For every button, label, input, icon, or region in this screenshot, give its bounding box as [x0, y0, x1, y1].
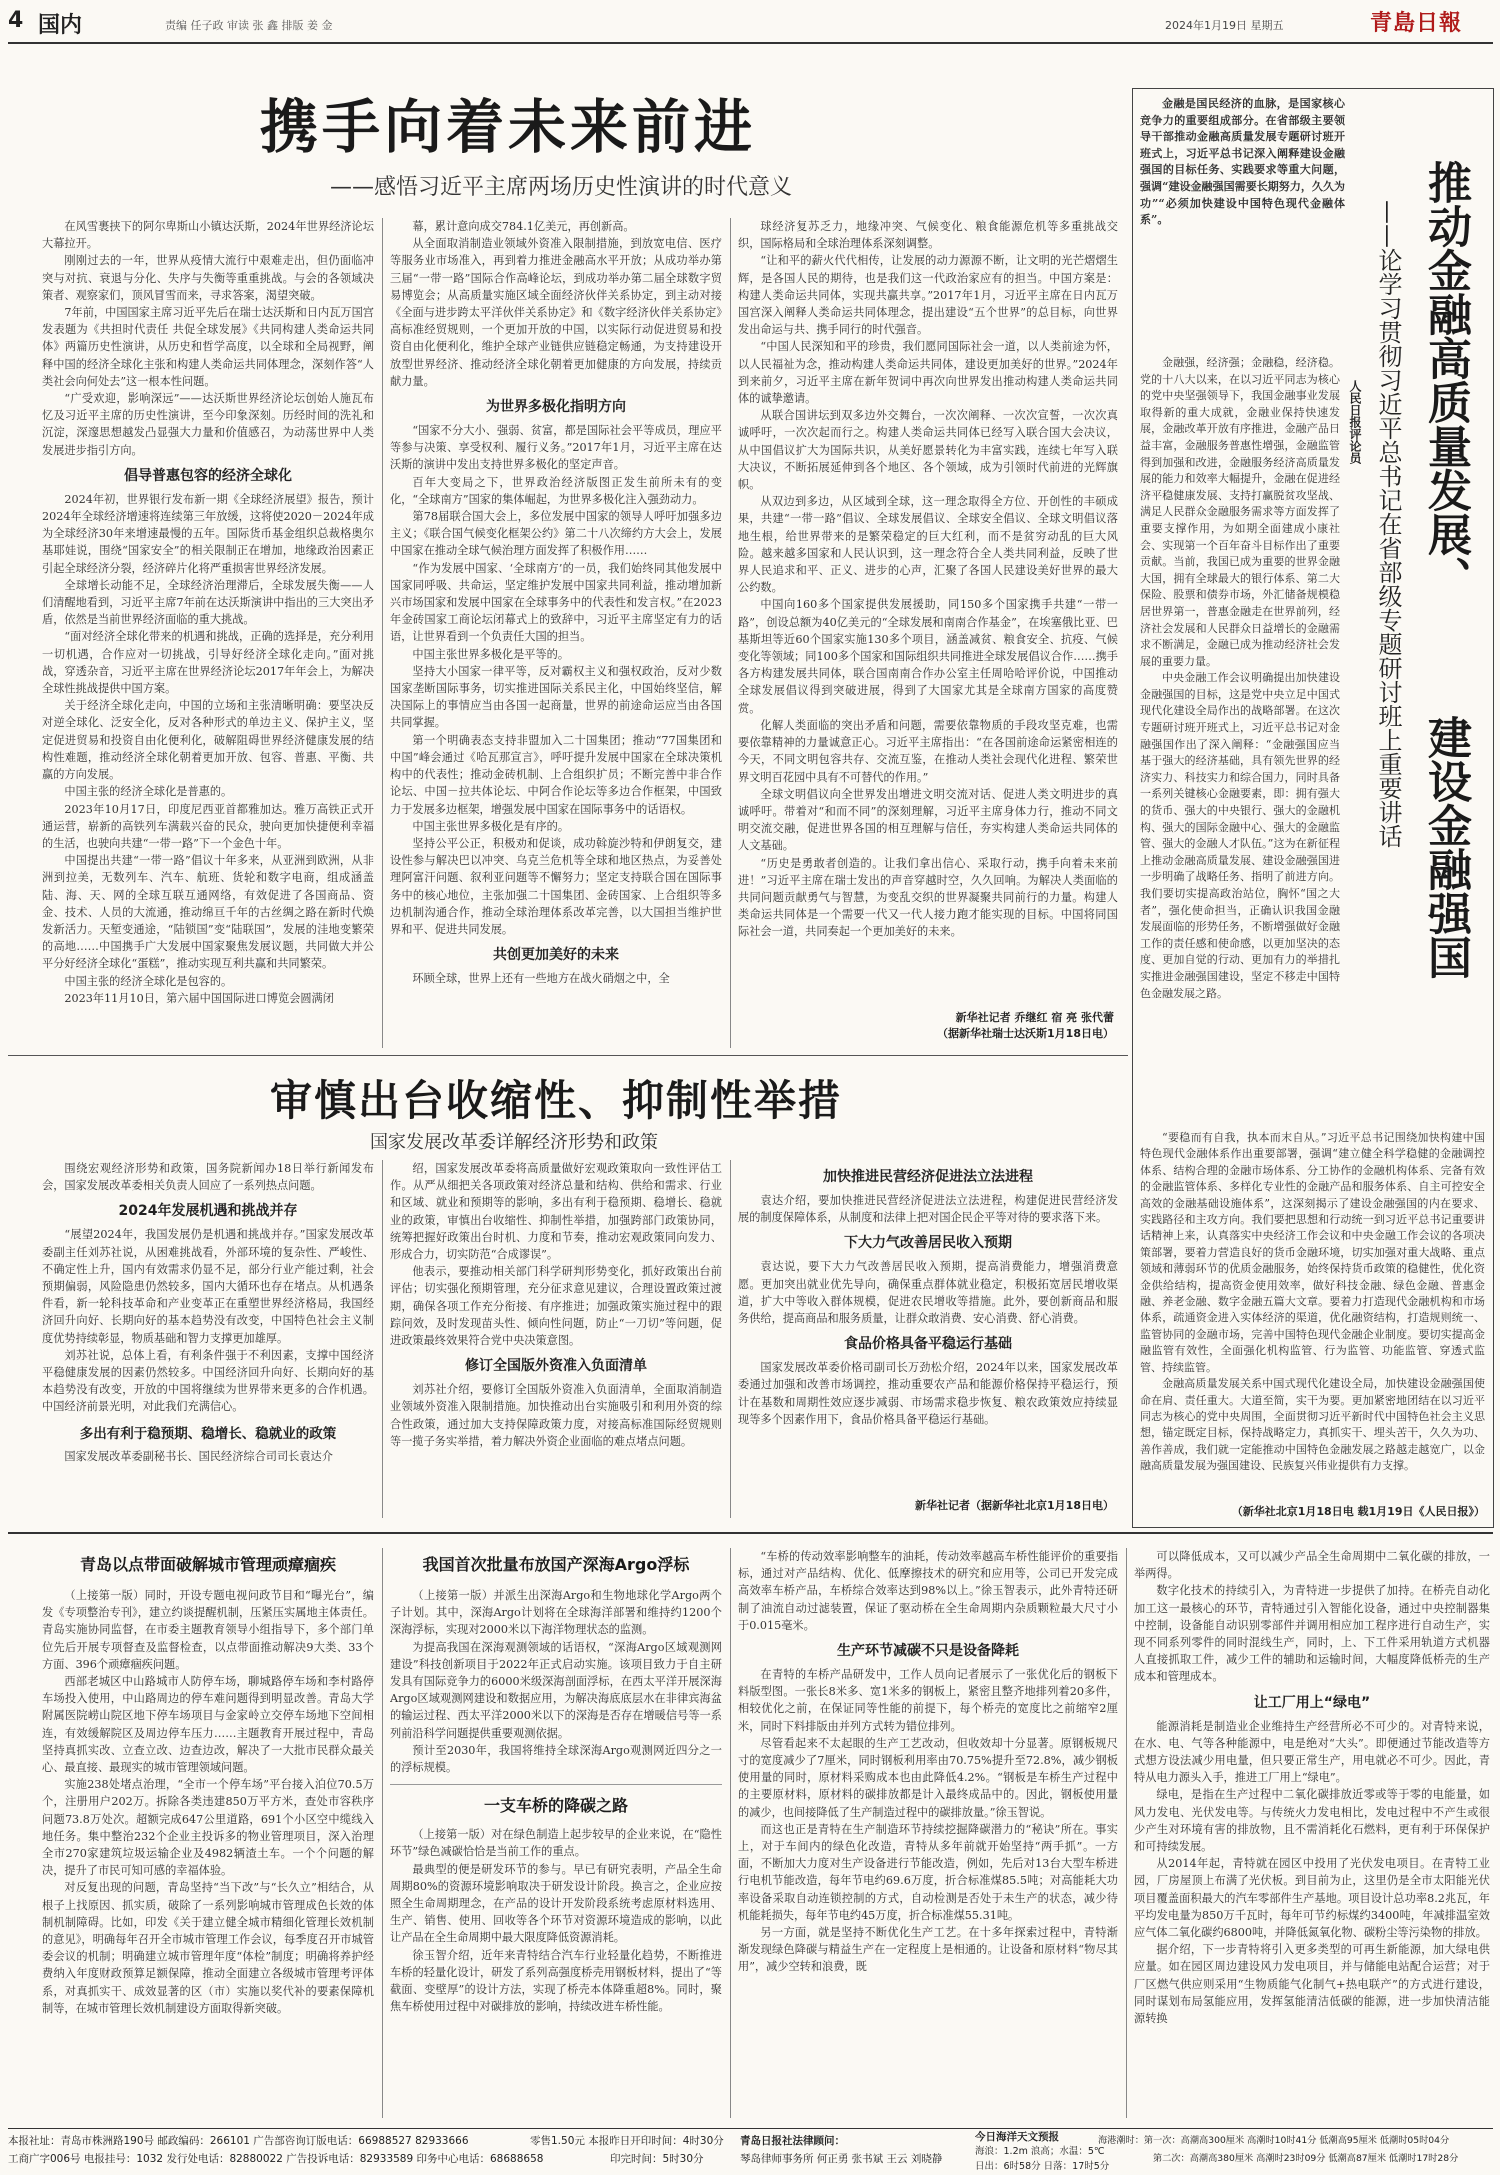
bottom-section-rule: [8, 1532, 1493, 1534]
column-divider: [382, 1548, 383, 2118]
footer-sun-info: 日出：6时58分 日落：17时5分: [975, 2161, 1110, 2172]
story1-column-2: [390, 218, 722, 1048]
masthead-rule: [8, 42, 1493, 44]
paragraph: （上接第一版）同时，开设专题电视问政节目和“曝光台”，编发《专项整治专刊》，建立约谈提醒机制，压紧压实属地主体责任。青岛实施协同监督，在市委主题教育领导小组指导下，多个部门单位先后开展专项督查及监督检查，以点带面推动解决9大类、33个方面、396个顽瘴痼疾问题。: [42, 1589, 374, 1671]
paragraph: 尽管看起来不太起眼的生产工艺改动，但收效却十分显著。原钢板规尺寸的宽度减少了7厘米，同时钢板利用率由70.75%提升至72.8%，减少钢板使用量的同时，原材料采购成本也由此降低4.2%。“钢板是车桥生产过程中的主要原材料，原材料的碳排放都是计入最终成品中的。因此，钢板使用量的减少，也间接降低了生产制造过程中的碳排放量。”徐玉智说。: [738, 1736, 1118, 1819]
story1-column-1: [42, 218, 374, 1048]
paragraph: “要稳而有自我，执本而末自从。”习近平总书记围绕加快构建中国特色现代金融体系作出重要部署，强调“建立健全科学稳健的金融调控体系、结构合理的金融市场体系、分工协作的金融机构体系、完备有效的金融监管体系、多样化专业性的金融产品和服务体系、自主可控安全高效的金融基础设施体系”，这深刻揭示了建设金融强国的内在要求、实践路径和主攻方向。我们要把思想和行动统一到习近平总书记重要讲话精神上来，认真落实中央经济工作会议和中央金融工作会议的各项决策部署，要着力营造良好的货币金融环境，切实加强对重大战略、重点领域和薄弱环节的优质金融服务，始终保持货币政策的稳健性，优化资金供给结构，提高资金使用效率，做好科技金融、绿色金融、普惠金融、养老金融、数字金融五篇大文章。要着力打造现代金融机构和市场体系，疏通资金进入实体经济的渠道，优化融资结构，打造规则统一、监管协同的金融市场，完善中国特色现代金融企业制度。要切实提高金融监管有效性，全面强化机构监管、行为监管、功能监管、穿透式监管、持续监管。: [1140, 1131, 1485, 1374]
paragraph: 化解人类面临的突出矛盾和问题，需要依靠物质的手段攻坚克难，也需要依靠精神的力量诚意正心。习近平主席指出：“在各国前途命运紧密相连的今天，不同文明包容共存、交流互鉴，在推动人类社会现代化进程、繁荣世界文明百花园中具有不可替代的作用。”: [738, 718, 1118, 784]
subheading: 下大力气改善居民收入预期: [844, 1235, 1012, 1252]
paragraph: 最典型的便是研发环节的参与。早已有研究表明，产品全生命周期80%的资源环境影响取决于研发设计阶段。换言之，企业应按照全生命周期理念，在产品的设计开发阶段系统考虑原材料选用、生产、销售、使用、回收等各个环节对资源环境造成的影响，以此让产品在全生命周期中最大限度降低资源消耗。: [390, 1862, 722, 1945]
footer-tide-2: 第二次：高潮高380厘米 高潮时23时09分 低潮高87厘米 低潮时17时28分: [1153, 2153, 1459, 2164]
paragraph: （上接第一版）对在绿色制造上起步较早的企业来说，在“隐性环节”绿色减碳恰恰是当前工作的重点。: [390, 1828, 722, 1859]
paragraph: 据介绍，下一步青特将引入更多类型的可再生新能源，加大绿电供应量。如在园区周边建设风力发电项目，并与储能电站配合运营；对于厂区燃气供应则采用“生物质能气化制气+热电联产”的方式进行建设，同时谋划布局氢能应用，发挥氢能清洁低碳的能源，进一步加快清洁能源转换: [1134, 1943, 1490, 2026]
paragraph: 关于经济全球化走向，中国的立场和主张清晰明确：要坚决反对逆全球化、泛安全化，反对各种形式的单边主义、保护主义，坚定促进贸易和投资自由化便利化，破解阻碍世界经济健康发展的结构性难题，推动经济全球化朝着更加开放、包容、普惠、平衡、共赢的方向发展。: [42, 699, 374, 782]
paragraph: 刚刚过去的一年，世界从疫情大流行中艰难走出，但仍面临冲突与对抗、衰退与分化、失序与失衡等重重挑战。与会的各领域决策者、观察家们，顶风冒雪而来，寻求答案，渴望突破。: [42, 254, 374, 302]
paragraph: 幕，累计意向成交784.1亿美元，再创新高。: [412, 220, 635, 233]
subheading: 为世界多极化指明方向: [486, 399, 626, 416]
paragraph: 实施238处堵点治理，“全市一个停车场”平台接入泊位70.5万个，注册用户202万。拆除各类违建850万平方米，查处市容秩序问题73.8万处次。超额完成647公里道路，691个小区空中缆线入地任务。集中整治232个企业主投诉多的物业管理项目，深入治理全市270家建筑垃圾运输企业及4982辆渣土车。一个个问题的解决，提升了市民可知可感的幸福体验。: [42, 1778, 374, 1878]
column-divider: [730, 218, 731, 1048]
paragraph: 百年大变局之下，世界政治经济版图正发生前所未有的变化，“全球南方”国家的集体崛起，为世界多极化注入强劲动力。: [390, 475, 722, 506]
story2-column-3: [738, 1160, 1118, 1495]
paragraph: 预计至2030年，我国将维持全球深海Argo观测网近四分之一的浮标规模。: [390, 1743, 722, 1775]
footer-legal-title: 青岛日报社法律顾问：: [740, 2135, 845, 2147]
footer-address: 本报社址：青岛市株洲路190号 邮政编码：266101 广告部咨询订版电话：66988527 82933666: [8, 2135, 469, 2147]
paper-logo: 青島日報: [1370, 10, 1463, 36]
paragraph: 国家发展改革委价格司副司长万劲松介绍，2024年以来，国家发展改革委通过加强和改善市场调控，推动重要农产品和能源价格保持平稳运行，预计在基数和周期性效应逐步减弱、市场需求稳步恢复、粮农政策效应持续显现等多个因素作用下，食品价格具备平稳运行基础。: [738, 1361, 1118, 1426]
editors-line: 责编 任子政 审读 张 鑫 排版 姜 金: [165, 19, 333, 32]
paragraph: 金融是国民经济的血脉，是国家核心竞争力的重要组成部分。在省部级主要领导干部推动金融高质量发展专题研讨班开班式上，习近平总书记深入阐释建设金融强国的目标任务、实践要求等重大问题，强调“建设金融强国需要长期努力，久久为功”“必须加快建设中国特色现代金融体系”。: [1140, 97, 1345, 227]
footer-tide-1: 海港潮时：第一次：高潮高300厘米 高潮时10时41分 低潮高95厘米 低潮时05时04分: [1098, 2135, 1450, 2146]
paragraph: “作为发展中国家、‘全球南方’的一员，我们始终同其他发展中国家同呼吸、共命运，坚定维护发展中国家共同利益，推动增加新兴市场国家和发展中国家在全球事务中的代表性和发言权。”在2023年金砖国家工商论坛闭幕式上的致辞中，习近平主席坚定有力的话语，让世界看到一个负责任大国的担当。: [390, 561, 722, 644]
bottom-story-1-title: 青岛以点带面破解城市管理顽瘴痼疾: [79, 1555, 336, 1574]
paragraph: 球经济复苏乏力，地缘冲突、气候变化、粮食能源危机等多重挑战交织，国际格局和全球治理体系深刻调整。: [738, 220, 1118, 251]
subheading: 让工厂用上“绿电”: [1253, 1694, 1371, 1711]
byline-source: （新华社北京1月18日电 载1月19日《人民日报》）: [1231, 1505, 1485, 1518]
commentary-subtitle: ——论学习贯彻习近平总书记在省部级专题研讨班上重要讲话: [1374, 200, 1402, 848]
column-divider: [730, 1160, 731, 1518]
bottom-story-1: [42, 1548, 374, 2118]
paragraph: “展望2024年，我国发展仍是机遇和挑战并存。”国家发展改革委副主任刘苏社说，从困难挑战看，外部环境的复杂性、严峻性、不确定性上升，国内有效需求仍显不足，部分行业产能过剩，社会预期偏弱，风险隐患仍然较多，国内大循环也存在堵点。从机遇条件看，新一轮科技革命和产业变革正在重塑世界经济格局，我国经济回升向好、长期向好的基本趋势没有改变，中国特色社会主义制度优势持续彰显，物质基础和智力支撑更加雄厚。: [42, 1228, 374, 1345]
paragraph: 西部老城区中山路城市人防停车场，聊城路停车场和李村路停车场投入使用，中山路周边的停车难问题得到明显改善。青岛大学附属医院崂山院区地下停车场项目与金家岭立交停车场地下空间相连，有效缓解院区及周边停车压力……主题教育开展过程中，青岛坚持真抓实改、立查立改、边查边改，解决了一大批市民群众最关心、最直接、最现实的城市管理领域问题。: [42, 1675, 374, 1775]
paragraph: 刘苏社介绍，要修订全国版外资准入负面清单，全面取消制造业领域外资准入限制措施。加快推动出台实施吸引和利用外资的综合性政策，通过加大支持保障政策力度，对接高标准国际经贸规则等一揽子务实举措，着力解决外资企业面临的难点堵点问题。: [390, 1383, 722, 1448]
story1-column-3: [738, 218, 1118, 1008]
bottom-story-3-title: 一支车桥的降碳之路: [483, 1796, 628, 1816]
paragraph: 第78届联合国大会上，多位发展中国家的领导人呼吁加强多边主义；《联合国气候变化框架公约》第二十八次缔约方大会上，发展中国家在推动全球气候治理方面发挥了积极作用……: [390, 510, 722, 558]
story1-byline: [738, 1010, 1114, 1042]
byline-author: 新华社记者 乔继红 宿 亮 张代蕾: [955, 1011, 1114, 1024]
paragraph: 中国提出共建“一带一路”倡议十年多来，从亚洲到欧洲，从非洲到拉美，无数列车、汽车、航班、货轮和数字电商，组成涵盖陆、海、天、网的全球互联互通网络，有效促进了各国商品、资金、技术、人员的大流通，推动绵亘千年的古丝绸之路在新时代焕发新活力。天堑变通途，“陆锁国”变“陆联国”，发展的洼地变繁荣的高地……中国携手广大发展中国家聚焦发展议题，共同做大并公平分好经济全球化“蛋糕”，推动实现互利共赢和共同繁荣。: [42, 854, 374, 971]
paragraph: 全球增长动能不足，全球经济治理滞后，全球发展失衡——人们清醒地看到，习近平主席7年前在达沃斯演讲中指出的三大突出矛盾，依然是当前世界经济面临的重大挑战。: [42, 578, 374, 627]
bottom-story-2-title: 我国首次批量布放国产深海Argo浮标: [422, 1555, 690, 1574]
paragraph: 能源消耗是制造业企业维持生产经营所必不可少的。对青特来说，在水、电、气等各种能源中，电是绝对“大头”。即便通过节能改造等方式想方设法减少用电量，但只要正常生产，用电就必不可少。因此，青特从电力源头入手，推进工厂用上“绿电”。: [1134, 1719, 1490, 1785]
paragraph: 坚持公平公正，积极劝和促谈，成功斡旋沙特和伊朗复交，建设性参与解决巴以冲突、乌克兰危机等全球和地区热点，为妥善处理阿富汗问题、叙利亚问题等不懈努力；坚定支持联合国在国际事务中的核心地位，主张加强二十国集团、金砖国家、上合组织等多边机制沟通合作，推动全球治理体系改革完善，以大国担当维护世界和平、促进共同发展。: [390, 836, 722, 936]
paragraph: 中国向160多个国家提供发展援助，同150多个国家携手共建“一带一路”，创设总额为40亿美元的“全球发展和南南合作基金”，在埃塞俄比亚、巴基斯坦等近60个国家实施130多个项目，涵盖减贫、粮食安全、抗疫、气候变化等领域；同100多个国家和国际组织共同推进全球发展倡议合作……携手各方构建发展共同体，联合国南南合作办公室主任周哈哈评价说，中国推动全球发展倡议得到突破进展，得到了大国家尤其是全球南方国家的高度赞赏。: [738, 598, 1118, 715]
paragraph: 徐玉智介绍，近年来青特结合汽车行业轻量化趋势，不断推进车桥的轻量化设计，研发了系列高强度桥壳用钢板材料，提出了“等截面、变壁厚”的设计方法，实现了桥壳本体降重超8%。同时，聚焦车桥使用过程中对碳排放的影响，持续改进车桥性能。: [390, 1948, 722, 2014]
paragraph: 坚持大小国家一律平等，反对霸权主义和强权政治，反对少数国家垄断国际事务，切实推进国际关系民主化，中国始终坚信，解决国际上的事情应当由各国一起商量，世界的前途命运应当由各国共同掌握。: [390, 664, 722, 730]
paragraph: 第一个明确表态支持非盟加入二十国集团；推动“77国集团和中国”峰会通过《哈瓦那宣言》，呼吁提升发展中国家在全球决策机构中的代表性；推动金砖机制、上合组织扩员；不断完善中非合作论坛、中国－拉共体论坛、中阿合作论坛等多边合作框架，中国致力于发展多边框架，增强发展中国家在国际事务中的话语权。: [390, 733, 722, 816]
commentary-title-line-1: 推动金融高质量发展、: [1420, 160, 1471, 600]
paragraph: 而这也正是青特在生产制造环节持续挖掘降碳潜力的“秘诀”所在。事实上，对于车间内的绿色化改造，青特从多年前就开始坚持“两手抓”。一方面，不断加大力度对生产设备进行节能改造，例如，先后对13台大型车桥进行电机节能改造，每年节电约69.6万度，折合标准煤85.5吨；对高能耗大功率设备采取自动连锁控制的方式，自动检测是否处于未生产的状态，减少待机能耗损失，每年节电约45万度，折合标准煤55.31吨。: [738, 1822, 1118, 1922]
story2-subtitle: 国家发展改革委详解经济形势和政策: [370, 1132, 658, 1153]
paragraph: 中国主张的经济全球化是普惠的。: [64, 785, 233, 799]
paragraph: 围绕宏观经济形势和政策，国务院新闻办18日举行新闻发布会，国家发展改革委相关负责人回应了一系列热点问题。: [42, 1162, 374, 1193]
paragraph: “历史是勇敢者创造的。让我们拿出信心、采取行动，携手向着未来前进！”习近平主席在瑞士发出的声音穿越时空，久久回响。为解决人类面临的共同问题贡献勇气与智慧，为变乱交织的世界凝聚共同前行的力量。构建人类命运共同体是一个需要一代又一代人接力跑才能实现的目标。中国将同国际社会一道，共同奏起一个更加美好的未来。: [738, 856, 1118, 939]
paragraph: 国家发展改革委副秘书长、国民经济综合司司长袁达介: [64, 1449, 333, 1463]
paragraph: 袁达说，要下大力气改善居民收入预期，提高消费能力，增强消费意愿。更加突出就业优先导向，确保重点群体就业稳定，积极拓宽居民增收渠道，扩大中等收入群体规模，促进农民增收等措施。此外，要创新商品和服务供给，提高商品和服务质量，让群众敢消费、安心消费、舒心消费。: [738, 1260, 1118, 1326]
paragraph: 可以降低成本，又可以减少产品全生命周期中二氧化碳的排放，一举两得。: [1134, 1550, 1490, 1581]
page-number: 4: [8, 8, 24, 33]
story1-subtitle: ——感悟习近平主席两场历史性演讲的时代意义: [330, 175, 793, 200]
story-separator: [390, 1784, 722, 1785]
paragraph: 全球文明倡议向全世界发出增进文明交流对话、促进人类文明进步的真诚呼吁。带着对“和而不同”的深刻理解，习近平主席身体力行，推动不同文明交流交融，促进世界各国的相互理解与信任，夯实构建人类命运共同体的人文基础。: [738, 787, 1118, 853]
paragraph: 刘苏社说，总体上看，有利条件强于不利因素，支撑中国经济平稳健康发展的因素仍然较多。中国经济回升向好、长期向好的基本趋势没有改变，开放的中国将继续为世界带来更多的合作机遇。中国经济前景光明，对此我们充满信心。: [42, 1348, 374, 1414]
bottom-story-3-end: [1134, 1548, 1490, 2118]
subheading: 加快推进民营经济促进法立法进程: [823, 1169, 1033, 1185]
byline-source: 新华社记者（据新华社北京1月18日电）: [915, 1499, 1114, 1512]
paragraph: “国家不分大小、强弱、贫富，都是国际社会平等成员，理应平等参与决策、享受权利、履行义务。”2017年1月，习近平主席在达沃斯的演讲中发出支持世界多极化的坚定声音。: [390, 424, 722, 472]
subheading: 修订全国版外资准入负面清单: [465, 1358, 647, 1375]
paragraph: 7年前，中国国家主席习近平先后在瑞士达沃斯和日内瓦万国宫发表题为《共担时代责任 共促全球发展》《共同构建人类命运共同体》两篇历史性演讲，从历史和哲学高度，以全球和全局视野，阐释中国的经济全球化主张和构建人类命运共同体理念，深刻作答“人类社会向何处去”这一根本性问题。: [42, 306, 374, 388]
commentary-body-top: [1140, 355, 1340, 1125]
paragraph: 在风雪裹挟下的阿尔卑斯山小镇达沃斯，2024年世界经济论坛大幕拉开。: [42, 220, 374, 251]
commentary-source: 人民日报评论员: [1348, 380, 1362, 464]
paragraph: 环顾全球，世界上还有一些地方在战火硝烟之中，全: [412, 972, 670, 986]
footer-sea-title: 今日海洋天文预报: [975, 2131, 1059, 2143]
paragraph: 袁达介绍，要加快推进民营经济促进法立法进程，构建促进民营经济发展的制度保障体系，从制度和法律上把对国企民企平等对待的要求落下来。: [738, 1194, 1118, 1225]
footer-legal: 琴岛律师事务所 何正勇 张书斌 王云 刘晓静: [740, 2153, 943, 2165]
bottom-story-2: [390, 1548, 722, 2118]
paragraph: 从双边到多边，从区域到全球，这一理念取得全方位、开创性的丰硕成果，共建“一带一路”倡议、全球发展倡议、全球安全倡议、全球文明倡议落地生根，给世界带来的是繁荣稳定的巨大红利，而不是贫穷动乱的巨大风险。越来越多国家和人民认识到，这一理念符合全人类共同利益，反映了世界人民追求和平、正义、进步的心声，汇聚了各国人民建设美好世界的最大公约数。: [738, 495, 1118, 595]
paragraph: 中国主张世界多极化是平等的。: [412, 647, 570, 661]
story2-byline: [738, 1498, 1114, 1514]
paragraph: “广受欢迎，影响深远”——达沃斯世界经济论坛创始人施瓦布忆及习近平主席的历史性演讲，至今印象深刻。历经时间的洗礼和沉淀，深邃思想越发凸显强大力量和价值感召，为动荡世界中人类发展进步指引方向。: [42, 392, 374, 457]
paragraph: 数字化技术的持续引入，为青特进一步提供了加持。在桥壳自动化加工这一最核心的环节，青特通过引入智能化设备，通过中央控制器集中控制，设备能自动识别零部件并调用相应加工程序进行自动生产，实现不同系列零件的同时混线生产，同时，上、下工件采用轨道方式机器人直接抓取工件，减少工件的辅助和运输时间，大幅度降低桥壳的生产成本和管理成本。: [1134, 1584, 1490, 1684]
paragraph: 从2014年起，青特就在园区中投用了光伏发电项目。在青特工业园，厂房屋顶上布满了光伏板。到目前为止，这里仍是全市太阳能光伏项目覆盖面积最大的汽车零部件生产基地。项目设计总功率8.2兆瓦，年平均发电量为850万千瓦时，每年可节约标煤约3400吨，年减排温室效应气体二氧化碳约6800吨，并降低氮氧化物、碳粉尘等污染物的排放。: [1134, 1857, 1490, 1940]
column-divider: [730, 1548, 731, 2118]
paragraph: 中国主张世界多极化是有序的。: [412, 819, 570, 833]
footer-sea-info: 海浪：1.2m 浪高；水温：5℃: [975, 2146, 1105, 2157]
commentary-title-line-2: 建设金融强国: [1420, 715, 1471, 979]
paragraph: “让和平的薪火代代相传，让发展的动力源源不断，让文明的光芒熠熠生辉，是各国人民的期待，也是我们这一代政治家应有的担当。中国方案是：构建人类命运共同体，实现共赢共享。”2017年1月，习近平主席在日内瓦万国宫深入阐释人类命运共同体理念，提出建设“五个世界”的总目标，向世界发出命运与共、携手同行的时代强音。: [738, 254, 1118, 337]
paragraph: 从全面取消制造业领域外资准入限制措施，到放宽电信、医疗等服务业市场准入，再到着力推进金融高水平开放；从成功举办第三届“一带一路”国际合作高峰论坛，到成功举办第二届全球数字贸易博览会；从高质量实施区域全面经济伙伴关系协定，到主动对接《全面与进步跨太平洋伙伴关系协定》和《数字经济伙伴关系协定》高标准经贸规则，一个更加开放的中国，以实际行动促进贸易和投资自由化便利化，维护全球产业链供应链稳定畅通，为支持建设开放型世界经济、推动经济全球化朝着更加健康的方向发展，持续贡献力量。: [390, 237, 722, 388]
paragraph: 从联合国讲坛到双多边外交舞台，一次次阐释、一次次宣誓，一次次真诚呼吁，一次次起而行之。构建人类命运共同体已经写入联合国大会决议，从中国倡议扩大为国际共识，从美好愿景转化为丰富实践，连续七年写入联大决议，不断拓展延伸到各个地区、各个领域，成为引领时代前进的光辉旗帜。: [738, 409, 1118, 492]
story2-headline: 审慎出台收缩性、抑制性举措: [270, 1076, 843, 1125]
bottom-story-3-continued: [738, 1548, 1118, 2118]
paragraph: （上接第一版）并派生出深海Argo和生物地球化学Argo两个子计划。其中，深海Argo计划将在全球海洋部署和维持约1200个深海浮标，实现对2000米以下海洋物理状态的监测。: [390, 1589, 722, 1637]
paragraph: 对反复出现的问题，青岛坚持“当下改”与“长久立”相结合，从根子上找原因、抓实质，破除了一系列影响城市管理成色长效的体制机制障碍。比如，印发《关于建立健全城市精细化管理长效机制的意见》，明确每年召开全市城市管理工作会议，每季度召开市城管委会议的机制；明确建立城市管理年度“体检”制度；明确将养护经费纳入年度财政预算足额保障，推动全面建立各级城市管理考评体系，对真抓实干、成效显著的区（市）实施以奖代补的要素保障机制等，在城市管理长效机制建设方面取得新突破。: [42, 1881, 374, 2015]
paragraph: 绿电，是指在生产过程中二氧化碳排放近零或等于零的电能量，如风力发电、光伏发电等。与传统火力发电相比，发电过程中不产生或很少产生对环境有害的排放物，且不需消耗化石燃料，更有利于环保保护和可持续发展。: [1134, 1788, 1490, 1854]
paragraph: 绍，国家发展改革委将高质量做好宏观政策取向一致性评估工作。从严从细把关各项政策对经济总量和结构、供给和需求、行业和区域、就业和预期等的影响，多出有利于稳预期、稳增长、稳就业的政策，审慎出台收缩性、抑制性举措，加强跨部门政策协同，统筹把握好政策出台时机、力度和节奏，推动宏观政策同向发力、形成合力，切实防范“合成谬误”。: [390, 1162, 722, 1262]
paragraph: 金融高质量发展关系中国式现代化建设全局，加快建设金融强国使命在肩、责任重大。大道至简，实干为要。更加紧密地团结在以习近平同志为核心的党中央周围，全面贯彻习近平新时代中国特色社会主义思想，锚定既定目标，保持战略定力，真抓实干、埋头苦干，久久为功、善作善成，我们就一定能推动中国特色金融发展之路越走越宽广，以金融高质量发展为强国建设、民族复兴伟业提供有力支撑。: [1140, 1377, 1485, 1473]
section-rule: [8, 1055, 1128, 1056]
column-divider: [382, 1160, 383, 1518]
paragraph: 另一方面，就是坚持不断优化生产工艺。在十多年探索过程中，青特渐渐发现绿色降碳与精益生产在一定程度上是相通的。让设备和原材料“物尽其用”，减少空转和浪费，既: [738, 1926, 1118, 1974]
paragraph: “面对经济全球化带来的机遇和挑战，正确的选择是，充分利用一切机遇，合作应对一切挑战，引导好经济全球化走向。”面对挑战，穿透杂音，习近平主席在世界经济论坛2017年年会上，为解决全球性挑战提供中国方案。: [42, 630, 374, 696]
paragraph: 金融强，经济强；金融稳，经济稳。党的十八大以来，在以习近平同志为核心的党中央坚强领导下，我国金融事业发展取得新的重大成就，金融业保持快速发展，金融改革开放有序推进，金融产品日益丰富，金融服务普惠性增强，金融监管得到加强和改进，金融服务经济高质量发展的能力和效率大幅提升，金融在促进经济平稳健康发展、支持打赢脱贫攻坚战、满足人民群众金融服务需求等方面发挥了重要支撑作用，为如期全面建成小康社会、实现第一个百年奋斗目标作出了重要贡献。当前，我国已成为重要的世界金融大国，拥有全球最大的银行体系、第二大保险、股票和债券市场，外汇储备规模稳居世界第一，普惠金融走在世界前列，经济社会发展和人民群众日益增长的金融需求不断满足，金融已成为推动经济社会发展的重要力量。: [1140, 356, 1340, 668]
subheading: 共创更加美好的未来: [493, 947, 619, 964]
section-name: 国内: [38, 13, 83, 38]
subheading: 食品价格具备平稳运行基础: [844, 1336, 1012, 1353]
footer-price: 零售1.50元 本报昨日开印时间：4时30分: [530, 2135, 724, 2147]
commentary-body-bottom: [1140, 1130, 1485, 1500]
footer-rule: [8, 2128, 1493, 2129]
paragraph: 2024年初，世界银行发布新一期《全球经济展望》报告，预计2024年全球经济增速将连续第三年放缓，这将使2020－2024年成为全球经济30年来增速最慢的五年。国际货币基金组织总裁格奥尔基耶娃说，围绕“国家安全”的相关限制正在增加，地缘政治因素正引起全球经济分裂，经济碎片化将严重损害世界经济发展。: [42, 492, 374, 575]
story2-column-1: [42, 1160, 374, 1520]
paragraph: 为提高我国在深海观测领域的话语权，“深海Argo区域观测网建设”科技创新项目于2022年正式启动实施。该项目致力于自主研发具有国际竞争力的6000米级深海剖面浮标，在西太平洋开展深海Argo区域观测网建设和数据应用，为解决海底底层水在非律宾海盆的输运过程、西太平洋2000米以下的深海是否存在增暖信号等一系列前沿科学问题提供重要观测依据。: [390, 1640, 722, 1740]
subheading: 多出有利于稳预期、稳增长、稳就业的政策: [79, 1425, 337, 1442]
subheading: 生产环节减碳不只是设备降耗: [837, 1643, 1019, 1660]
paragraph: “中国人民深知和平的珍贵，我们愿同国际社会一道，以人类前途为怀，以人民福祉为念，推动构建人类命运共同体，建设更加美好的世界。”2024年到来前夕，习近平主席在新年贺词中再次向世界发出推动构建人类命运共同体的诚挚邀请。: [738, 340, 1118, 406]
paragraph: 中央金融工作会议明确提出加快建设金融强国的目标，这是党中央立足中国式现代化建设全局作出的战略部署。在这次专题研讨班开班式上，习近平总书记对金融强国作出了深入阐释：“金融强国应当基于强大的经济基础，具有领先世界的经济实力、科技实力和综合国力，同时具备一系列关键核心金融要素，即：拥有强大的货币、强大的中央银行、强大的金融机构、强大的国际金融中心、强大的金融监管、强大的金融人才队伍。”这为在新征程上推动金融高质量发展、建设金融强国进一步明确了战略任务、指明了前进方向。我们要切实提高政治站位，胸怀“国之大者”，强化使命担当，正确认识我国金融发展面临的形势任务，不断增强做好金融工作的责任感和使命感，以更加坚决的态度、更加自觉的行动、更加有力的举措扎实推进金融强国建设，坚定不移走中国特色金融发展之路。: [1140, 671, 1340, 1000]
paragraph: 2023年11月10日，第六届中国国际进口博览会圆满闭: [64, 991, 334, 1005]
commentary-credit: [1140, 1504, 1485, 1520]
byline-source: （据新华社瑞士达沃斯1月18日电）: [937, 1027, 1114, 1040]
footer-license: 工商广字006号 电报挂号：1032 发行处电话：82880022 广告投诉电话：82933589 印务中心电话：68688658: [8, 2153, 544, 2165]
paragraph: 中国主张的经济全球化是包容的。: [64, 974, 233, 988]
footer-print-time: 印完时间：5时30分: [610, 2153, 704, 2165]
paragraph: “车桥的传动效率影响整车的油耗，传动效率越高车桥性能评价的重要指标，通过对产品结构、优化、低摩擦技术的研究和应用等，公司已开发完成高效率车桥产品，车桥综合效率达到98%以上。”徐玉智表示，此外青特还研制了油流自动过滤装置，保证了驱动桥在全生命周期内杂质颗粒最大尺寸小于0.015毫米。: [738, 1550, 1118, 1632]
column-divider: [1126, 1548, 1127, 2118]
issue-date: 2024年1月19日 星期五: [1165, 19, 1284, 32]
story2-column-2: [390, 1160, 722, 1520]
commentary-intro: [1140, 96, 1345, 351]
column-divider: [382, 218, 383, 1048]
paragraph: 2023年10月17日，印度尼西亚首都雅加达。雅万高铁正式开通运营，崭新的高铁列车满载兴奋的民众，驶向更加快捷便利幸福的生活，也驶向共建“一带一路”下一个金色十年。: [42, 802, 374, 850]
story1-headline: 携手向着未来前进: [260, 93, 757, 161]
subheading: 倡导普惠包容的经济全球化: [124, 467, 292, 484]
paragraph: 他表示，要推动相关部门科学研判形势变化，抓好政策出台前评估；切实强化预期管理，充分征求意见建议，合理设置政策过渡期，确保各项工作充分衔接、有序推进；加强政策实施过程中的跟踪问效，及时发现苗头性、倾向性问题，防止“一刀切”等问题，促进政策最终效果符合党中央决策意图。: [390, 1265, 722, 1348]
subheading: 2024年发展机遇和挑战并存: [118, 1203, 298, 1220]
paragraph: 在青特的车桥产品研发中，工作人员向记者展示了一张优化后的钢板下料版型图。一张长8米多、宽1米多的钢板上，紧密且整齐地排列着20多件，相较优化之前，在保证同等性能的前提下，每个桥壳的宽度比之前缩窄2厘米，同时下料排版由并列方式转为错位排列。: [738, 1668, 1118, 1733]
